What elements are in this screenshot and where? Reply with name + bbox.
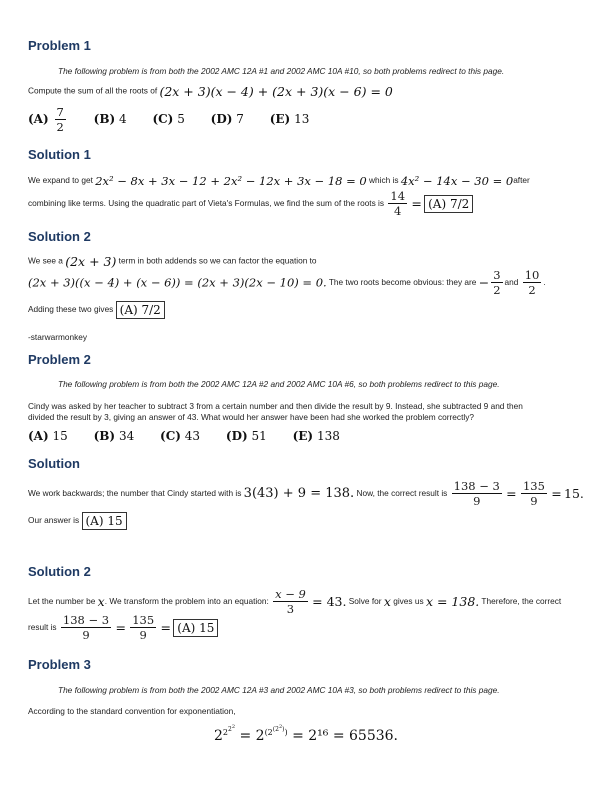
- p2-solution2-heading: Solution 2: [28, 564, 91, 579]
- choice-d: (D) 7: [210, 112, 244, 127]
- solution1-fraction: $\frac{14}{4}$: [390, 189, 406, 219]
- solution2-answer-box: (A) 7/2: [116, 301, 165, 319]
- p2-solution-fraction1: $\frac{138 - 3}{9}$: [453, 479, 500, 509]
- p2-choice-a: (A) 15: [28, 429, 68, 443]
- p2-choice-b: (B) 34: [93, 429, 135, 443]
- p2-choice-c: (C) 43: [160, 429, 201, 443]
- p2-solution-heading: Solution: [28, 456, 80, 471]
- solution2-line2: (2x + 3)((x − 4) + (x − 6)) = (2x + 3)(2x − 10) = 0. The two roots become obvious: they are − $\frac{3}{2}$ and $\frac{10}{2}$ .: [28, 268, 546, 298]
- solution1-line1: We expand to get 2x² − 8x + 3x − 12 + 2x² − 12x + 3x − 18 = 0 which is 4x² − 14x − 30 = 0after: [28, 174, 530, 188]
- solution2-term: (2x + 3): [65, 254, 117, 269]
- p2-solution2-answer-box: (A) 15: [173, 619, 218, 637]
- p2-choice-e: (E) 138: [292, 429, 340, 443]
- problem1-note: The following problem is from both the 2002 AMC 12A #1 and 2002 AMC 10A #10, so both problems redirect to this page.: [58, 66, 505, 76]
- p2-solution2-result: x = 138.: [425, 594, 480, 610]
- solution1-result: 4x² − 14x − 30 = 0: [400, 174, 514, 188]
- problem3-heading: Problem 3: [28, 657, 91, 672]
- p2-solution2-line2: result is $\frac{138 - 3}{9}$ = $\frac{135}{9}$ = (A) 15: [28, 614, 218, 641]
- solution2-line1: We see a (2x + 3) term in both addends so we can factor the equation to: [28, 254, 317, 269]
- p2-choice-d: (D) 51: [225, 429, 267, 443]
- root1-fraction: $\frac{3}{2}$: [493, 268, 501, 298]
- solution2-factored-equation: (2x + 3)((x − 4) + (x − 6)) = (2x + 3)(2x − 10) = 0.: [28, 275, 327, 290]
- root2-fraction: $\frac{10}{2}$: [524, 268, 540, 298]
- p2-solution-line1: We work backwards; the number that Cindy started with is 3(43) + 9 = 138. Now, the correct result is $\frac{138 - 3}{9}$ = $\frac{135}{9}$ = 15.: [28, 479, 584, 509]
- p2-solution-answer-box: (A) 15: [82, 512, 127, 530]
- problem1-prompt-text: Compute the sum of all the roots of: [28, 85, 158, 96]
- problem2-body-line1: Cindy was asked by her teacher to subtract 3 from a certain number and then divide the result by 9. Instead, she subtracted 9 and then: [28, 401, 523, 411]
- problem1-heading: Problem 1: [28, 38, 91, 53]
- choice-a-fraction: $\frac{7}{2}$: [56, 105, 64, 135]
- p2-solution2-fraction2: $\frac{135}{9}$: [132, 613, 155, 643]
- problem1-equation: (2x + 3)(x − 4) + (2x + 3)(x − 6) = 0: [159, 84, 393, 99]
- solution1-expansion: 2x² − 8x + 3x − 12 + 2x² − 12x + 3x − 18 = 0: [95, 174, 367, 188]
- choice-b: (B) 4: [93, 112, 127, 127]
- problem2-note: The following problem is from both the 2002 AMC 12A #2 and 2002 AMC 10A #6, so both problems redirect to this page.: [58, 379, 500, 389]
- problem2-heading: Problem 2: [28, 352, 91, 367]
- p2-solution2-line1: Let the number be x. We transform the problem into an equation: $\frac{x - 9}{3}$ = 43. Solve for x gives us x = 138. Therefore, the correct: [28, 587, 562, 617]
- p2-solution2-equation-fraction: $\frac{x - 9}{3}$: [275, 587, 306, 617]
- problem3-note: The following problem is from both the 2002 AMC 12A #3 and 2002 AMC 10A #3, so both problems redirect to this page.: [58, 685, 500, 695]
- problem3-equation: $2^{2^{2^2}} = 2^{(2^{(2^2)})} = 2^{16} = 65536$.: [213, 724, 398, 745]
- solution1-answer-box: (A) 7/2: [424, 195, 473, 213]
- choice-a: (A) $\frac{7}{2}$: [28, 105, 64, 135]
- choice-e: (E) 13: [269, 112, 310, 127]
- p2-solution-expr: 3(43) + 9 = 138.: [243, 486, 355, 502]
- p2-solution2-fraction1: $\frac{138 - 3}{9}$: [62, 613, 110, 643]
- solution1-line2: combining like terms. Using the quadratic part of Vieta's Formulas, we find the sum of the roots is $\frac{14}{4}$ = (A) 7/2: [28, 190, 473, 217]
- p2-solution-fraction2: $\frac{135}{9}$: [522, 479, 545, 509]
- solution1-heading: Solution 1: [28, 147, 91, 162]
- problem3-body: According to the standard convention for exponentiation,: [28, 706, 236, 716]
- problem2-choices: [28, 429, 362, 443]
- choice-c: (C) 5: [152, 112, 185, 127]
- p2-solution-line2: Our answer is (A) 15: [28, 512, 127, 530]
- solution2-author: -starwarmonkey: [28, 332, 88, 342]
- problem1-choices: [28, 106, 331, 133]
- problem1-prompt: [28, 84, 393, 99]
- solution2-line3: Adding these two gives (A) 7/2: [28, 301, 165, 319]
- solution2-heading: Solution 2: [28, 229, 91, 244]
- problem2-body-line2: divided the result by 3, giving an answer of 43. What would her answer have been had she worked the problem correctly?: [28, 412, 474, 422]
